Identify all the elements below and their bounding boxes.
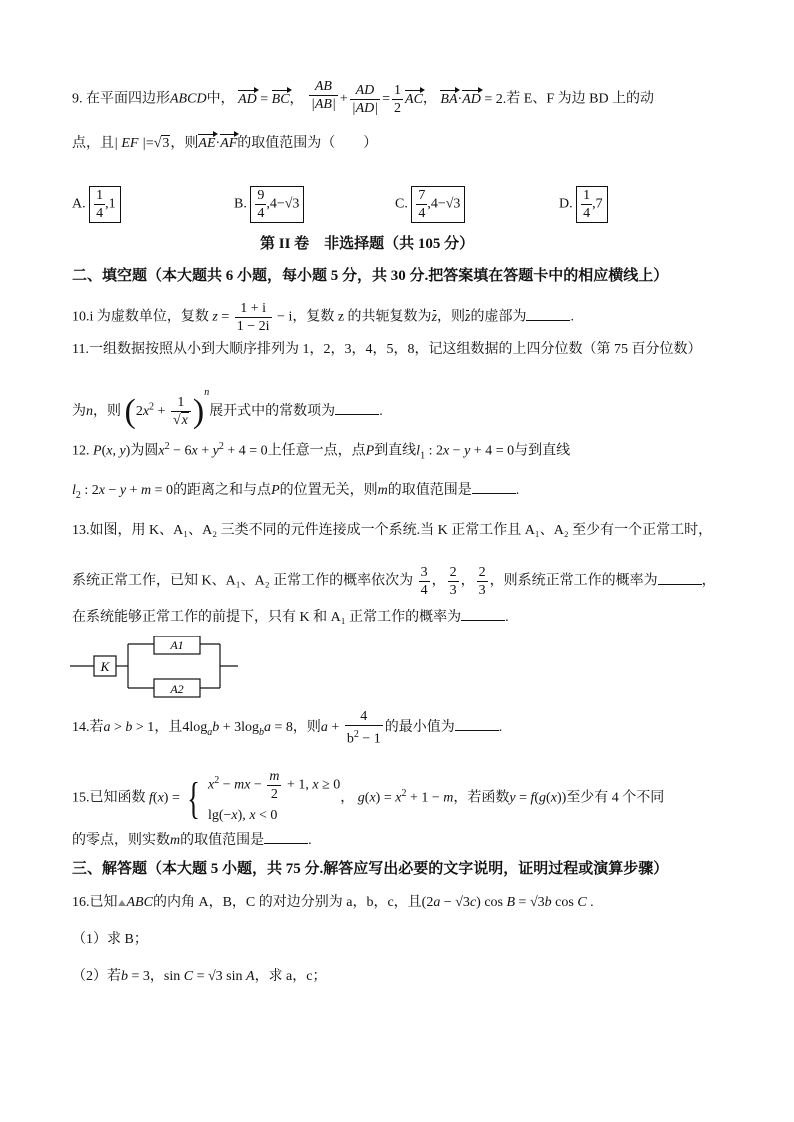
q9-vector-eq: AD = BC，	[238, 92, 303, 107]
q9-text2: 中，	[206, 91, 235, 107]
q9-frac-ad: $\frac{AD}{|AD|}$	[351, 83, 379, 116]
q13-line1	[72, 521, 712, 541]
q9-cond-rest: 若 E、F 为边 BD 上的动	[506, 91, 655, 107]
q14-line: 14.若a > b > 1，且$4\log_ab + 3\log_ba = 8$，则a + $\frac{4}{b^2 - 1}$ 的最小值为 .	[72, 709, 503, 747]
q10-post: ，则	[437, 309, 466, 325]
q9-option-a[interactable]: A. $\frac{1}{4}$ ,1	[72, 186, 121, 223]
section2-title: 第 II 卷 非选择题（共 105 分）	[260, 236, 475, 252]
q13-line1-text: 如图，用 K、A₁、A₂ 三类不同的元件连接成一个系统.当 K 正常工作且 A₁、A₂ 至少有一个正常工时，	[89, 523, 713, 538]
q9-dot: BA·AD = 2.	[440, 92, 506, 107]
q12-line1: 12. P(x, y)为圆$x^2 - 6x + y^2 + 4 = 0$上任意一点，点P到直线$l_1$ : 2x − y + 4 = 0与到直线	[72, 441, 571, 462]
q13-line2: 系统正常工作，已知 K、A₁、A₂ 正常工作的概率依次为 $\frac{3}{4}$ ， $\frac{2}{3}$ ， $\frac{2}{3}$ ，则系统正常工作的概率为 ，	[72, 565, 716, 598]
q15-line1: 15.已知函数 f(x) = { $x^2$ − mx − $\frac{m}{2}$ + 1, x ≥ 0 lg(−x), x < 0 ， $g(x) = x^2 + 1 - m$，若函数y = f(g(x))至少有 4 个不同	[72, 768, 664, 829]
section3-heading: 三、解答题（本大题 5 小题，共 75 分.解答应写出必要的文字说明，证明过程或演算步骤）	[72, 861, 669, 877]
q12-answer-blank[interactable]	[472, 479, 516, 494]
q16-line1: 16.已知 ABC的内角 A，B，C 的对边分别为 a，b，c，且(2a − √3c) cos B = √3b cos C .	[72, 895, 594, 910]
q9-option-c[interactable]: C. $\frac{7}{4}$ ,4−√3	[395, 186, 465, 223]
q13-line3: 在系统能够正常工作的前提下，只有 K 和 A₁ 正常工作的概率为 .	[72, 606, 509, 628]
section2-fill-heading: 二、填空题（本大题共 6 小题，每小题 5 分，共 30 分.把答案填在答题卡中的相应横线上）	[72, 268, 669, 284]
q13-answer-blank-2[interactable]	[461, 606, 505, 621]
q12-number: 12.	[72, 443, 90, 459]
q9-frac-half: $\frac{1}{2}$	[394, 83, 402, 116]
q15-piecewise: $x^2$ − mx − $\frac{m}{2}$ + 1, x ≥ 0 lg(−x), x < 0	[207, 769, 341, 823]
q13-circuit-diagram	[70, 636, 250, 698]
q9-line1: 9. 在平面四边形ABCD中， AD = BC， $\frac{AB}{|AB|}$ + $\frac{AD}{|AD|}$ = $\frac{1}{2}$ AC， BA·AD = 2.若 E、F 为边 BD 上的动	[72, 79, 655, 116]
q11-line2-post: 展开式中的常数项为	[209, 404, 336, 419]
q14-answer-blank[interactable]	[455, 716, 499, 731]
q10-frac: $\frac{1 + i}{1 - 2i}$	[236, 301, 270, 334]
circuit-a1-label: A1	[170, 638, 184, 652]
q9-line2-mid: ，则	[170, 136, 199, 151]
q9-option-b[interactable]: B. $\frac{9}{4}$ ,4−√3	[234, 186, 304, 223]
q16-part1: （1）求 B；	[72, 932, 148, 947]
q11-line1	[72, 340, 701, 360]
q16-number: 16.	[72, 895, 90, 910]
q9-number: 9.	[72, 91, 83, 107]
q11-answer-blank[interactable]	[335, 400, 379, 415]
q13-answer-blank-1[interactable]	[658, 570, 702, 585]
circuit-k-label: K	[100, 659, 110, 674]
q11-number: 11.	[72, 342, 89, 357]
q9-frac-ab: $\frac{AB}{|AB|}$	[311, 79, 336, 112]
q15-number: 15.	[72, 790, 90, 806]
circuit-a2-label: A2	[170, 682, 184, 696]
q11-line2-pre: 为	[72, 404, 86, 419]
q9-shape: ABCD	[170, 91, 207, 107]
q9-line2-pre: 点，且	[72, 136, 114, 151]
q10-line: 10.i 为虚数单位，复数 z = $\frac{1 + i}{1 - 2i}$ − i，复数 z 的共轭复数为z，则z的虚部为 .	[72, 301, 574, 334]
q15-brace: {	[187, 773, 201, 823]
q10-number: 10.	[72, 309, 90, 325]
q10-pre: i 为虚数单位，复数	[89, 309, 209, 325]
q16-part2: （2）若b = 3，sin C = √3 sin A，求 a，c；	[72, 969, 327, 984]
q9-line2: 点，且| EF |=√3，则AE·AF的取值范围为（ ）	[72, 134, 377, 154]
q10-end: 的虚部为	[470, 309, 527, 325]
q11-line1-text: 一组数据按照从小到大顺序排列为 1，2，3，4，5，8，记这组数据的上四分位数（第 75 百分位数）	[88, 342, 702, 357]
q9-line2-post: 的取值范围为（ ）	[237, 136, 378, 151]
q9-option-d[interactable]: D. $\frac{1}{4}$ ,7	[559, 186, 608, 223]
q10-answer-blank[interactable]	[526, 306, 570, 321]
q9-text: 在平面四边形	[86, 91, 170, 107]
triangle-icon	[118, 900, 126, 906]
q14-number: 14.	[72, 720, 90, 736]
q13-number: 13.	[72, 523, 90, 538]
q12-line2: $l_2$ : 2x − y + m = 0的距离之和与点P的位置无关，则m的取值范围是 .	[72, 479, 519, 506]
q15-answer-blank[interactable]	[264, 829, 308, 844]
q15-line2: 的零点，则实数m的取值范围是 .	[72, 829, 312, 851]
q11-line2: 为n，则 ($2x^2$ + $\frac{1}{√x}$ )$^n$展开式中的常数项为 .	[72, 387, 383, 430]
q10-mid: ，复数 z 的共轭复数为	[292, 309, 432, 325]
